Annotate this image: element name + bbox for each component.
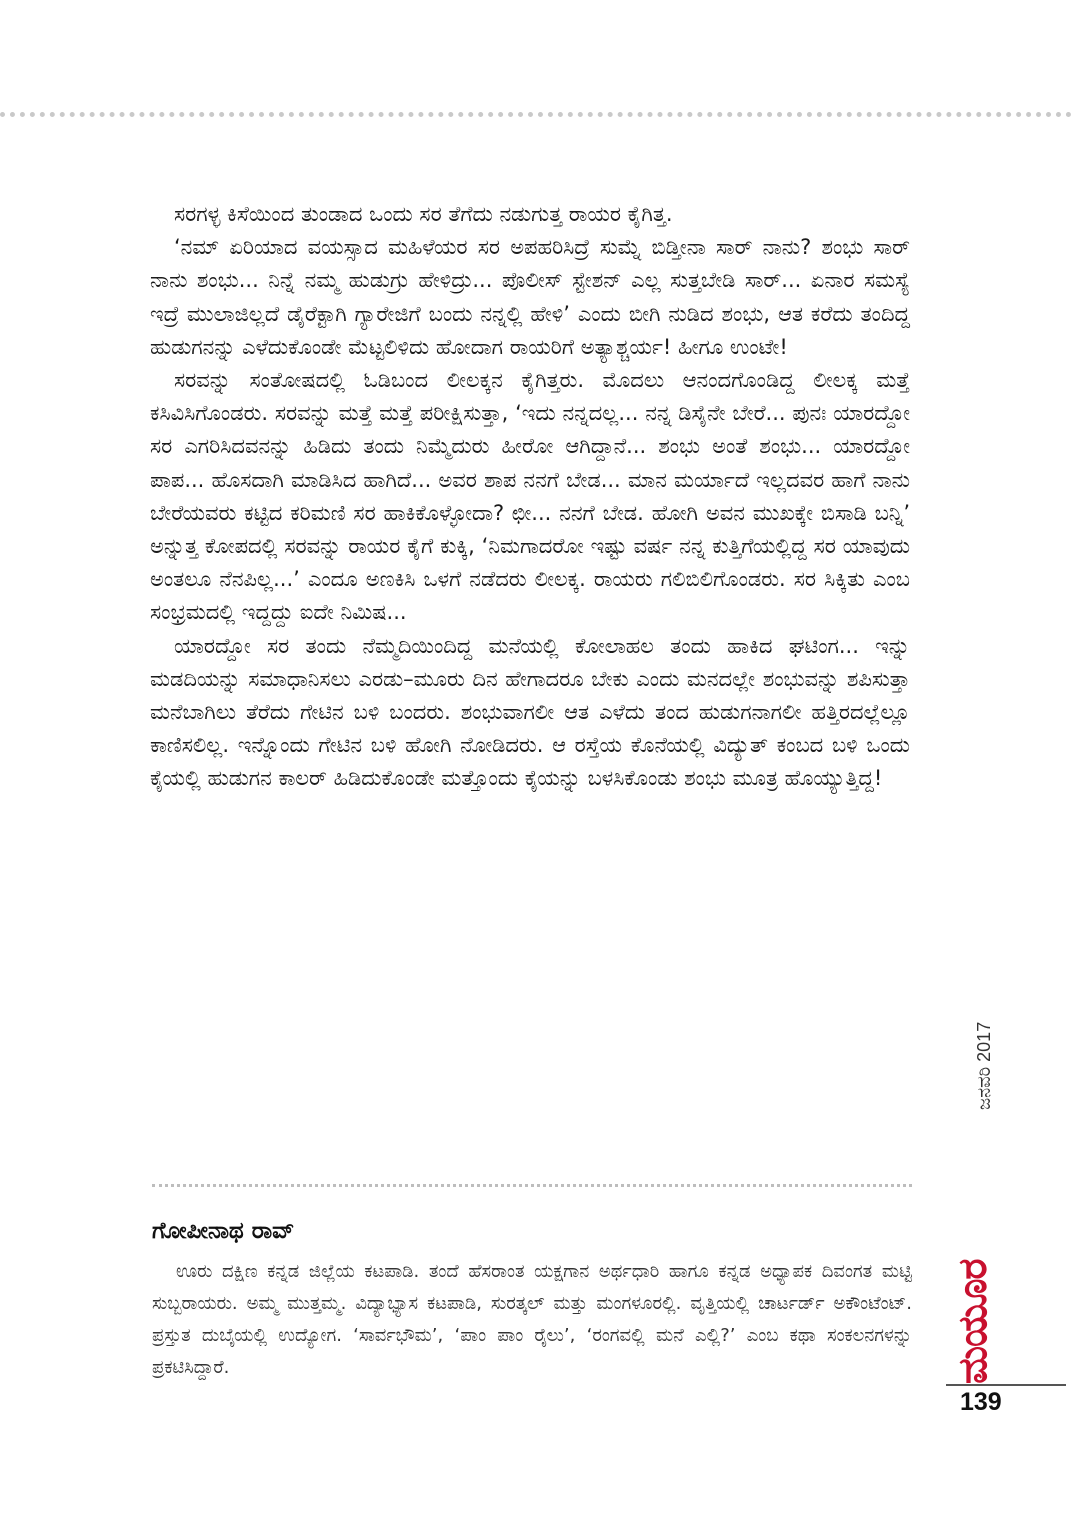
issue-date: ಜನವರಿ 2017	[974, 1021, 994, 1110]
story-body	[150, 198, 910, 796]
story-paragraph: ಸರಗಳ್ಳ ಕಿಸೆಯಿಂದ ತುಂಡಾದ ಒಂದು ಸರ ತೆಗೆದು ನಡುಗುತ್ತ ರಾಯರ ಕೈಗಿತ್ತ.	[174, 202, 673, 226]
story-paragraph: ಸರವನ್ನು ಸಂತೋಷದಲ್ಲಿ ಓಡಿಬಂದ ಲೀಲಕ್ಕನ ಕೈಗಿತ್ತರು. ಮೊದಲು ಆನಂದಗೊಂಡಿದ್ದ ಲೀಲಕ್ಕ ಮತ್ತೆ ಕಸಿವಿಸಿಗೊಂಡರು. ಸರವನ್ನು ಮತ್ತೆ ಮತ್ತೆ ಪರೀಕ್ಷಿಸುತ್ತಾ, ‘ಇದು ನನ್ನದಲ್ಲ... ನನ್ನ ಡಿಸೈನೇ ಬೇರೆ... ಪುನಃ ಯಾರದ್ದೋ ಸರ ಎಗರಿಸಿದವನನ್ನು ಹಿಡಿದು ತಂದು ನಿಮ್ಮೆದುರು ಹೀರೋ ಆಗಿದ್ದಾನೆ... ಶಂಭು ಅಂತೆ ಶಂಭು... ಯಾರದ್ದೋ ಪಾಪ... ಹೊಸದಾಗಿ ಮಾಡಿಸಿದ ಹಾಗಿದೆ... ಅವರ ಶಾಪ ನನಗೆ ಬೇಡ... ಮಾನ ಮರ್ಯಾದೆ ಇಲ್ಲದವರ ಹಾಗೆ ನಾನು ಬೇರೆಯವರು ಕಟ್ಟಿದ ಕರಿಮಣಿ ಸರ ಹಾಕಿಕೊಳ್ಳೋದಾ? ಛೀ... ನನಗೆ ಬೇಡ. ಹೋಗಿ ಅವನ ಮುಖಕ್ಕೇ ಬಿಸಾಡಿ ಬನ್ನಿ’ ಅನ್ನುತ್ತ ಕೋಪದಲ್ಲಿ ಸರವನ್ನು ರಾಯರ ಕೈಗೆ ಕುಕ್ಕಿ, ‘ನಿಮಗಾದರೋ ಇಷ್ಟು ವರ್ಷ ನನ್ನ ಕುತ್ತಿಗೆಯಲ್ಲಿದ್ದ ಸರ ಯಾವುದು ಅಂತಲೂ ನೆನಪಿಲ್ಲ...’ ಎಂದೂ ಅಣಕಿಸಿ ಒಳಗೆ ನಡೆದರು ಲೀಲಕ್ಕ. ರಾಯರು ಗಲಿಬಿಲಿಗೊಂಡರು. ಸರ ಸಿಕ್ಕಿತು ಎಂಬ ಸಂಭ್ರಮದಲ್ಲಿ ಇದ್ದದ್ದು ಐದೇ ನಿಮಿಷ...	[150, 368, 910, 625]
author-section-divider	[152, 1184, 912, 1187]
story-paragraph: ಯಾರದ್ದೋ ಸರ ತಂದು ನೆಮ್ಮದಿಯಿಂದಿದ್ದ ಮನೆಯಲ್ಲಿ ಕೋಲಾಹಲ ತಂದು ಹಾಕಿದ ಘಟಿಂಗ... ಇನ್ನು ಮಡದಿಯನ್ನು ಸಮಾಧಾನಿಸಲು ಎರಡು–ಮೂರು ದಿನ ಹೇಗಾದರೂ ಬೇಕು ಎಂದು ಮನದಲ್ಲೇ ಶಂಭುವನ್ನು ಶಪಿಸುತ್ತಾ ಮನೆಬಾಗಿಲು ತೆರೆದು ಗೇಟಿನ ಬಳಿ ಬಂದರು. ಶಂಭುವಾಗಲೀ ಆತ ಎಳೆದು ತಂದ ಹುಡುಗನಾಗಲೀ ಹತ್ತಿರದಲ್ಲೆಲ್ಲೂ ಕಾಣಿಸಲಿಲ್ಲ. ಇನ್ನೊಂದು ಗೇಟಿನ ಬಳಿ ಹೋಗಿ ನೋಡಿದರು. ಆ ರಸ್ತೆಯ ಕೊನೆಯಲ್ಲಿ ವಿದ್ಯುತ್ ಕಂಬದ ಬಳಿ ಒಂದು ಕೈಯಲ್ಲಿ ಹುಡುಗನ ಕಾಲರ್ ಹಿಡಿದುಕೊಂಡೇ ಮತ್ತೊಂದು ಕೈಯನ್ನು ಬಳಸಿಕೊಂಡು ಶಂಭು ಮೂತ್ರ ಹೊಯ್ಯುತ್ತಿದ್ದ!	[150, 633, 910, 791]
author-name: ಗೋಪೀನಾಥ ರಾವ್	[152, 1218, 295, 1244]
author-bio: ಊರು ದಕ್ಷಿಣ ಕನ್ನಡ ಜಿಲ್ಲೆಯ ಕಟಪಾಡಿ. ತಂದೆ ಹೆಸರಾಂತ ಯಕ್ಷಗಾನ ಅರ್ಥಧಾರಿ ಹಾಗೂ ಕನ್ನಡ ಅಧ್ಯಾಪಕ ದಿವಂಗತ ಮಟ್ಟಿ ಸುಬ್ಬರಾಯರು. ಅಮ್ಮ ಮುತ್ತಮ್ಮ. ವಿದ್ಯಾಭ್ಯಾಸ ಕಟಪಾಡಿ, ಸುರತ್ಕಲ್ ಮತ್ತು ಮಂಗಳೂರಲ್ಲಿ. ವೃತ್ತಿಯಲ್ಲಿ ಚಾರ್ಟರ್ಡ್ ಅಕೌಂಟೆಂಟ್. ಪ್ರಸ್ತುತ ದುಬೈಯಲ್ಲಿ ಉದ್ಯೋಗ. ‘ಸಾರ್ವಭೌಮ’, ‘ಪಾಂ ಪಾಂ ರೈಲು’, ‘ರಂಗವಲ್ಲಿ ಮನೆ ಎಲ್ಲಿ?’ ಎಂಬ ಕಥಾ ಸಂಕಲನಗಳನ್ನು ಪ್ರಕಟಿಸಿದ್ದಾರೆ.	[152, 1261, 912, 1378]
magazine-logo: ಮಯೂರ	[950, 1259, 996, 1384]
page-number: 139	[960, 1388, 1002, 1416]
story-paragraph: ‘ನಮ್ ಏರಿಯಾದ ವಯಸ್ಸಾದ ಮಹಿಳೆಯರ ಸರ ಅಪಹರಿಸಿದ್ರೆ ಸುಮ್ನೆ ಬಿಡ್ತೀನಾ ಸಾರ್ ನಾನು? ಶಂಭು ಸಾರ್ ನಾನು ಶಂಭು... ನಿನ್ನೆ ನಮ್ಮ ಹುಡುಗ್ರು ಹೇಳಿದ್ರು... ಪೊಲೀಸ್ ಸ್ಟೇಶನ್ ಎಲ್ಲ ಸುತ್ತಬೇಡಿ ಸಾರ್... ಏನಾರ ಸಮಸ್ಯೆ ಇದ್ರೆ ಮುಲಾಜಿಲ್ಲದೆ ಡೈರೆಕ್ಟಾಗಿ ಗ್ಯಾರೇಜಿಗೆ ಬಂದು ನನ್ನಲ್ಲಿ ಹೇಳಿ’ ಎಂದು ಬೀಗಿ ನುಡಿದ ಶಂಭು, ಆತ ಕರೆದು ತಂದಿದ್ದ ಹುಡುಗನನ್ನು ಎಳೆದುಕೊಂಡೇ ಮೆಟ್ಟಲಿಳಿದು ಹೋದಾಗ ರಾಯರಿಗೆ ಅತ್ಯಾಶ್ಚರ್ಯ! ಹೀಗೂ ಉಂಟೇ!	[150, 235, 910, 359]
page-number-rule	[946, 1384, 1066, 1386]
top-dotted-divider	[0, 112, 1072, 117]
